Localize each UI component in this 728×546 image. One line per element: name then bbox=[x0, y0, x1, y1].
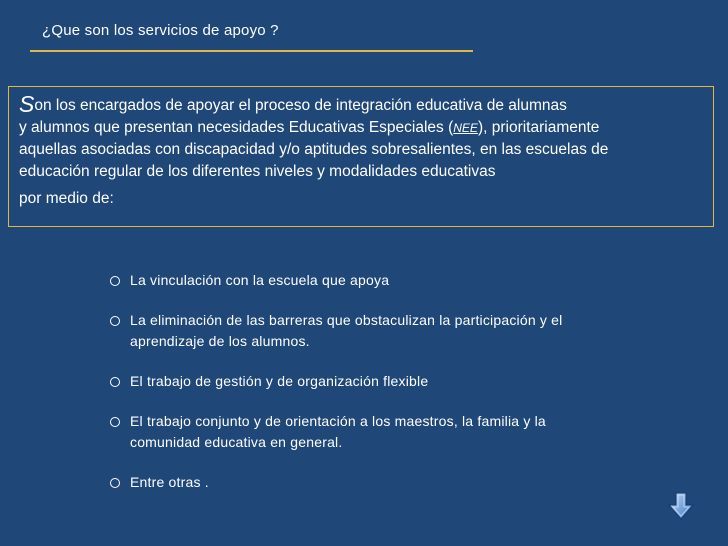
list-item bbox=[110, 310, 690, 352]
slide-title: ¿Que son los servicios de apoyo ? bbox=[42, 22, 279, 39]
bullet-circle-icon bbox=[110, 417, 120, 427]
list-item bbox=[110, 270, 690, 291]
bullet-circle-icon bbox=[110, 276, 120, 286]
down-arrow-icon bbox=[668, 492, 694, 520]
next-slide-button[interactable] bbox=[668, 492, 694, 520]
bullet-circle-icon bbox=[110, 478, 120, 488]
intro-line-1: on los encargados de apoyar el proceso de integración educativa de alumnas bbox=[34, 97, 567, 114]
bullet-list bbox=[110, 270, 690, 512]
bullet-circle-icon bbox=[110, 316, 120, 326]
intro-abbr: NEE bbox=[453, 121, 478, 135]
list-item bbox=[110, 472, 690, 493]
intro-line-3: aquellas asociadas con discapacidad y/o aptitudes sobresalientes, en las escuelas de bbox=[19, 141, 609, 158]
title-underline bbox=[30, 50, 473, 52]
intro-line-4: educación regular de los diferentes niveles y modalidades educativas bbox=[19, 163, 496, 180]
intro-line-2-pre: y alumnos que presentan necesidades Educativas Especiales ( bbox=[19, 119, 454, 136]
intro-box bbox=[8, 86, 714, 227]
list-item-text: El trabajo de gestión y de organización flexible bbox=[130, 373, 429, 389]
list-item-text: Entre otras . bbox=[130, 474, 209, 490]
list-item-text: La eliminación de las barreras que obstaculizan la participación y el aprendizaje de los alumnos. bbox=[130, 312, 563, 349]
intro-cap-letter: S bbox=[19, 91, 35, 117]
intro-line-2-post: ), prioritariamente bbox=[477, 119, 600, 136]
list-item-text: El trabajo conjunto y de orientación a los maestros, la familia y la comunidad educativa en general. bbox=[130, 413, 546, 450]
bullet-circle-icon bbox=[110, 377, 120, 387]
list-item bbox=[110, 411, 690, 453]
list-item bbox=[110, 371, 690, 392]
list-item-text: La vinculación con la escuela que apoya bbox=[130, 272, 390, 288]
intro-line-5: por medio de: bbox=[19, 190, 114, 207]
